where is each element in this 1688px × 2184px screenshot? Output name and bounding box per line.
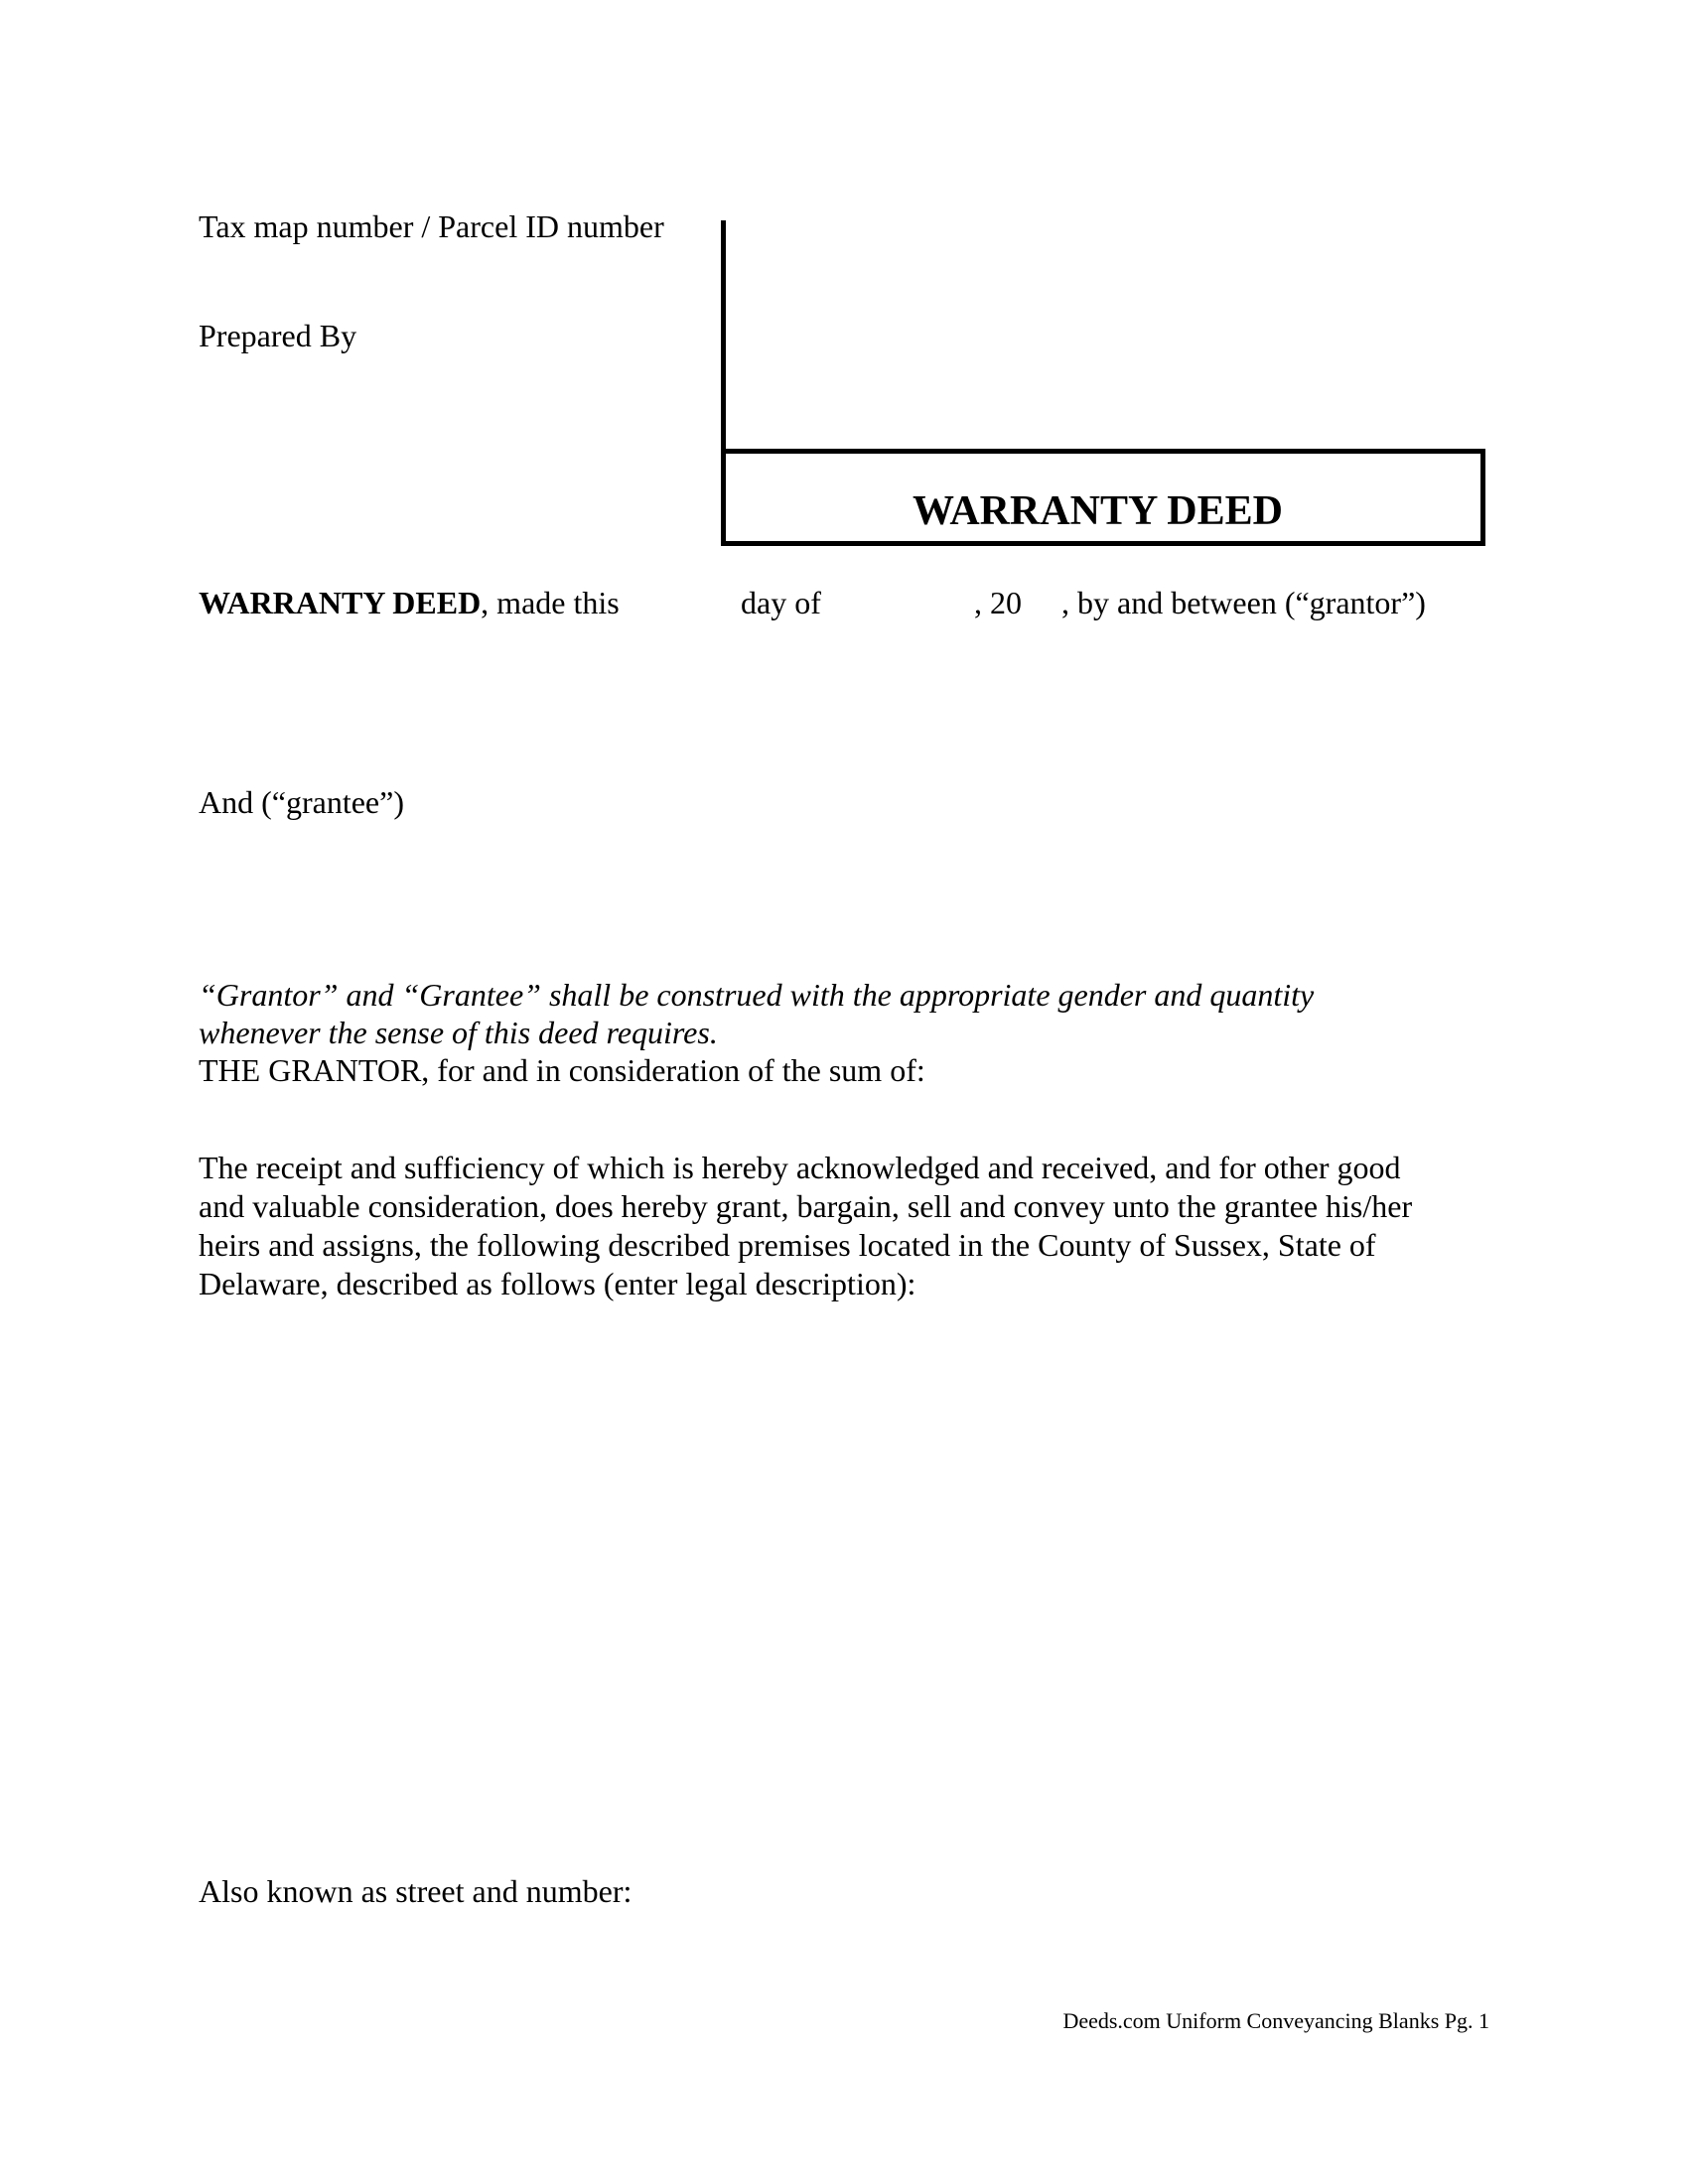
opening-line — [199, 583, 620, 622]
prepared-by-label: Prepared By — [199, 318, 357, 353]
title-box — [721, 449, 1485, 546]
opening-by-between: , by and between (“grantor”) — [1061, 585, 1426, 620]
document-title: WARRANTY DEED — [913, 488, 1283, 534]
receipt-line-3: heirs and assigns, the following described premises located in the County of Sussex, State of — [199, 1227, 1376, 1263]
receipt-line-4: Delaware, described as follows (enter legal description): — [199, 1266, 916, 1301]
page-footer: Deeds.com Uniform Conveyancing Blanks Pg. 1 — [1062, 2008, 1489, 2033]
consideration-line: THE GRANTOR, for and in consideration of the sum of: — [199, 1052, 925, 1088]
receipt-line-2: and valuable consideration, does hereby grant, bargain, sell and convey unto the grantee his/her — [199, 1188, 1413, 1224]
receipt-line-1: The receipt and sufficiency of which is hereby acknowledged and received, and for other good — [199, 1150, 1401, 1185]
construction-note-line-2: whenever the sense of this deed requires. — [199, 1015, 718, 1050]
street-label: Also known as street and number: — [199, 1873, 633, 1909]
opening-lead: WARRANTY DEED — [199, 585, 482, 620]
grantee-label: And (“grantee”) — [199, 784, 404, 820]
opening-made-this: , made this — [481, 585, 620, 620]
opening-year-prefix: , 20 — [974, 585, 1022, 620]
opening-day-of: day of — [741, 585, 821, 620]
tax-map-label: Tax map number / Parcel ID number — [199, 208, 664, 244]
construction-note-line-1: “Grantor” and “Grantee” shall be construed with the appropriate gender and quantity — [199, 977, 1315, 1013]
